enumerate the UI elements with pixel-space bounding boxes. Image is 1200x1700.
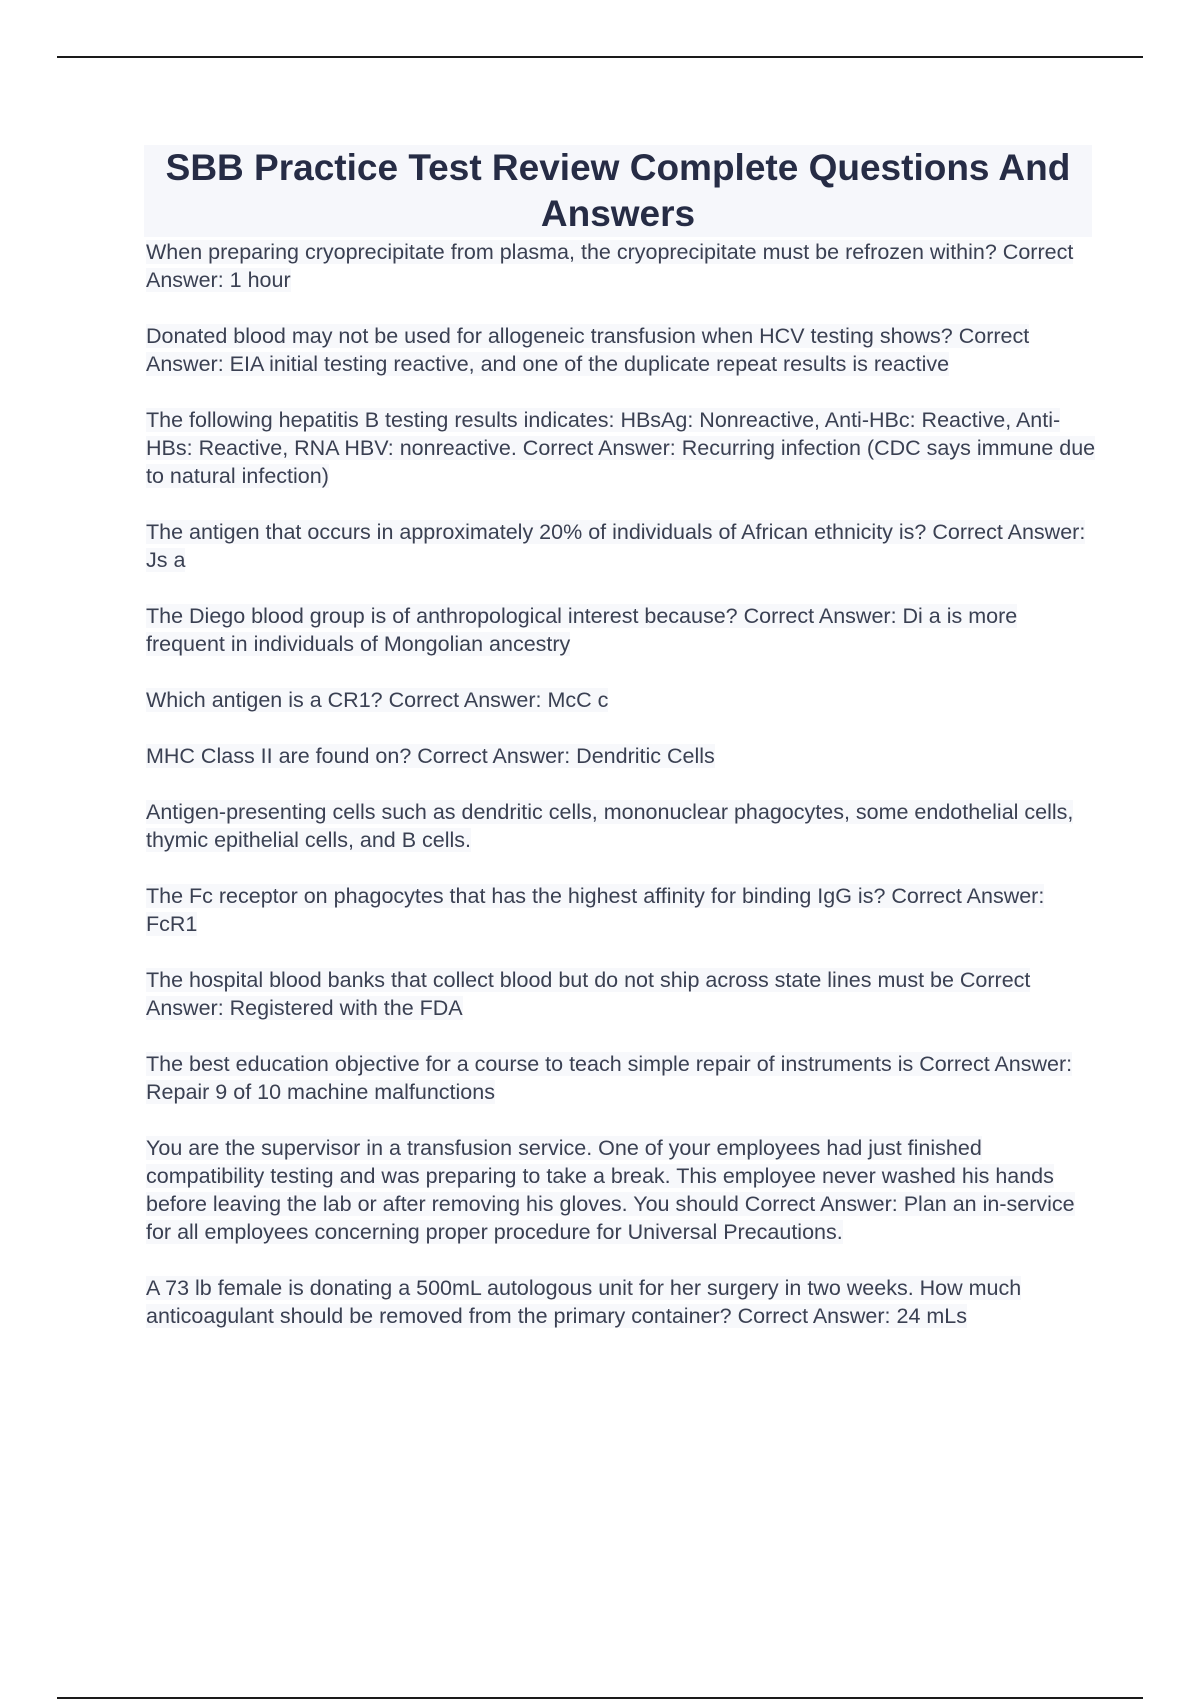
qa-item-12: You are the supervisor in a transfusion service. One of your employees had just finished compatibility testing and was preparing to take a break. This employee never washed his hands before leaving the lab or after removing his gloves. You should Correct Answer: Plan an in-service for all employees concerning proper procedure for Universal Precautions. <box>146 1136 1075 1244</box>
qa-list <box>146 238 1096 1358</box>
qa-item-3: The following hepatitis B testing results indicates: HBsAg: Nonreactive, Anti-HBc: Reactive, Anti-HBs: Reactive, RNA HBV: nonreactive. Correct Answer: Recurring infection (CDC says immune due to natural infection) <box>146 408 1096 488</box>
qa-item-1: When preparing cryoprecipitate from plasma, the cryoprecipitate must be refrozen within? Correct Answer: 1 hour <box>146 240 1074 292</box>
qa-item-4: The antigen that occurs in approximately 20% of individuals of African ethnicity is? Correct Answer: Js a <box>146 520 1086 572</box>
qa-item-8: Antigen-presenting cells such as dendritic cells, mononuclear phagocytes, some endothelial cells, thymic epithelial cells, and B cells. <box>146 800 1074 852</box>
qa-item-9: The Fc receptor on phagocytes that has the highest affinity for binding IgG is? Correct Answer: FcR1 <box>146 884 1045 936</box>
qa-item-6: Which antigen is a CR1? Correct Answer: McC c <box>146 688 609 712</box>
bottom-rule <box>57 1697 1143 1699</box>
top-rule <box>57 56 1143 58</box>
qa-item-10: The hospital blood banks that collect blood but do not ship across state lines must be Correct Answer: Registered with the FDA <box>146 968 1031 1020</box>
qa-item-7: MHC Class II are found on? Correct Answer: Dendritic Cells <box>146 744 715 768</box>
document-title: SBB Practice Test Review Complete Questions And Answers <box>165 147 1071 234</box>
qa-item-5: The Diego blood group is of anthropological interest because? Correct Answer: Di a is more frequent in individuals of Mongolian ancestry <box>146 604 1018 656</box>
qa-item-11: The best education objective for a course to teach simple repair of instruments is Correct Answer: Repair 9 of 10 machine malfunctions <box>146 1052 1073 1104</box>
qa-item-2: Donated blood may not be used for allogeneic transfusion when HCV testing shows? Correct Answer: EIA initial testing reactive, and one of the duplicate repeat results is reactive <box>146 324 1030 376</box>
qa-item-13: A 73 lb female is donating a 500mL autologous unit for her surgery in two weeks. How much anticoagulant should be removed from the primary container? Correct Answer: 24 mLs <box>146 1276 1022 1328</box>
